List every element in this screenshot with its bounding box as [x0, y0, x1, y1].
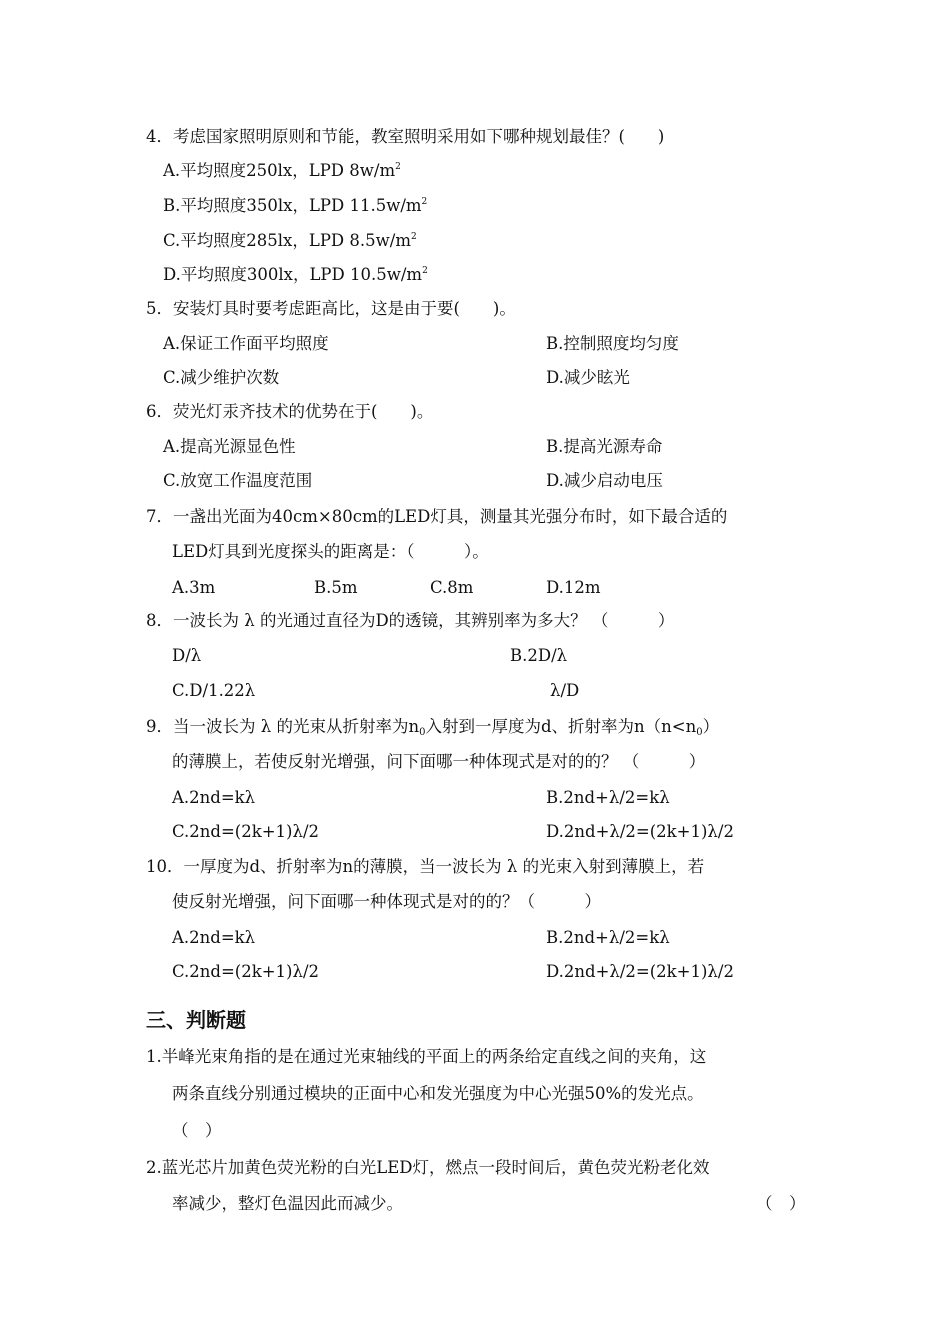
j2-line2: 率减少，整灯色温因此而减少。 [172, 1194, 403, 1213]
q7-option-c: C.8m [430, 578, 474, 597]
q4-option-c: C.平均照度285lx，LPD $8.5w/m^2$ [163, 231, 417, 250]
q8-stem: 8．一波长为 λ 的光通过直径为D的透镜，其辨别率为多大？ （ ） [146, 611, 675, 630]
q6-option-d: D.减少启动电压 [546, 471, 663, 490]
q9-option-b: B.2nd+λ/2=kλ [546, 788, 670, 807]
q6-stem: 6．荧光灯汞齐技术的优势在于( )。 [146, 402, 434, 421]
q7-stem-line2: LED灯具到光度探头的距离是：（ ）。 [172, 542, 489, 561]
q10-stem-line2: 使反射光增强，问下面哪一种体现式是对的的？（ ） [172, 892, 601, 911]
j1-answer-paren: （ ） [172, 1121, 222, 1140]
q10-option-b: B.2nd+λ/2=kλ [546, 928, 670, 947]
j2-line1: 2.蓝光芯片加黄色荧光粉的白光LED灯，燃点一段时间后，黄色荧光粉老化效 [146, 1158, 710, 1177]
q8-option-a: D/λ [172, 646, 202, 665]
q6-option-c: C.放宽工作温度范围 [163, 471, 313, 490]
q5-option-c: C.减少维护次数 [163, 368, 280, 387]
q9-option-c: C.2nd=(2k+1)λ/2 [172, 822, 320, 841]
q4-option-b: B.平均照度350lx，LPD $11.5w/m^2$ [163, 196, 428, 215]
q8-option-c: C.D/1.22λ [172, 681, 256, 700]
q5-option-b: B.控制照度均匀度 [546, 334, 679, 353]
q7-option-b: B.5m [314, 578, 358, 597]
q8-option-b: B.2D/λ [510, 646, 568, 665]
j1-line2: 两条直线分别通过模块的正面中心和发光强度为中心光强50%的发光点。 [172, 1084, 704, 1103]
q7-option-d: D.12m [546, 578, 601, 597]
q9-stem-line2: 的薄膜上，若使反射光增强，问下面哪一种体现式是对的的？ （ ） [172, 752, 706, 771]
q4-option-d: D.平均照度300lx，LPD $10.5w/m^2$ [163, 265, 428, 284]
section-title-true-false: 三、判断题 [146, 1008, 246, 1032]
q10-option-a: A.2nd=kλ [172, 928, 256, 947]
q5-stem: 5．安装灯具时要考虑距高比，这是由于要( )。 [146, 299, 516, 318]
q7-stem-line1: 7．一盏出光面为40cm×80cm的LED灯具，测量其光强分布时，如下最合适的 [146, 507, 728, 526]
q9-stem-line1: 9．当一波长为 λ 的光束从折射率为$n_0$入射到一厚度为d、折射率为$n(n<n_0)$ [146, 717, 720, 738]
q6-option-a: A.提高光源显色性 [163, 437, 296, 456]
q4-option-a: A.平均照度250lx，LPD $8w/m^2$ [163, 161, 401, 180]
j1-line1: 1.半峰光束角指的是在通过光束轴线的平面上的两条给定直线之间的夹角，这 [146, 1047, 707, 1066]
q6-option-b: B.提高光源寿命 [546, 437, 663, 456]
q10-option-c: C.2nd=(2k+1)λ/2 [172, 962, 320, 981]
q9-option-d: D.2nd+λ/2=(2k+1)λ/2 [546, 822, 734, 841]
q10-stem-line1: 10．一厚度为d、折射率为n的薄膜，当一波长为 λ 的光束入射到薄膜上，若 [146, 857, 705, 876]
q5-option-a: A.保证工作面平均照度 [163, 334, 329, 353]
q10-option-d: D.2nd+λ/2=(2k+1)λ/2 [546, 962, 734, 981]
j2-answer-paren: （ ） [756, 1194, 806, 1213]
q7-option-a: A.3m [172, 578, 216, 597]
q4-stem: 4．考虑国家照明原则和节能，教室照明采用如下哪种规划最佳？( ) [146, 127, 665, 146]
q5-option-d: D.减少眩光 [546, 368, 630, 387]
q8-option-d: λ/D [550, 681, 580, 700]
q9-option-a: A.2nd=kλ [172, 788, 256, 807]
